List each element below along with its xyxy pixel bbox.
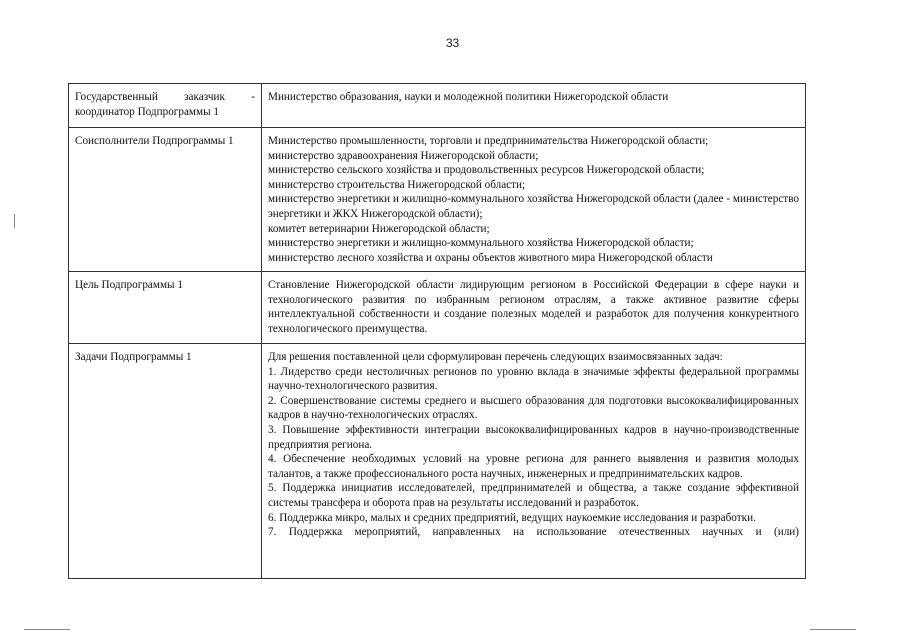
table-row: [69, 128, 806, 272]
scan-artifact-line: [14, 214, 15, 228]
row-label-customer: Государственный заказчик - координатор Подпрограммы 1: [69, 84, 262, 128]
value-line: Министерство образования, науки и молодежной политики Нижегородской области: [268, 91, 669, 103]
value-line: министерство энергетики и жилищно-коммунального хозяйства Нижегородской области (далее - министерство энергетики и ЖКХ Нижегородской области);: [268, 193, 799, 220]
value-line: министерство лесного хозяйства и охраны объектов животного мира Нижегородской области: [268, 251, 713, 264]
value-line: Становление Нижегородской области лидирующим регионом в Российской Федерации в сфере науки и технологического развития по избранным регионом отраслям, а также активное развитие сферы интеллектуальной собственности и создание полезных моделей и разработок для получения конкурентного технологического преимущества.: [268, 279, 799, 335]
value-line: 4. Обеспечение необходимых условий на уровне региона для раннего выявления и развития молодых талантов, а также профессионального роста научных, инженерных и предпринимательских кадров.: [268, 453, 799, 480]
row-value-tasks: [262, 344, 806, 579]
row-label-tasks: Задачи Подпрограммы 1: [69, 344, 262, 579]
value-line: 6. Поддержка микро, малых и средних предприятий, ведущих наукоемкие исследования и разработки.: [268, 511, 756, 524]
value-line: 7. Поддержка мероприятий, направленных на использование отечественных научных и (или): [268, 526, 799, 539]
value-line: министерство строительства Нижегородской области;: [268, 178, 526, 191]
value-line: министерство энергетики и жилищно-коммунального хозяйства Нижегородской области;: [268, 237, 694, 250]
value-line: министерство сельского хозяйства и продовольственных ресурсов Нижегородской области;: [268, 164, 705, 177]
value-line: комитет ветеринарии Нижегородской области;: [268, 222, 490, 235]
scan-artifact-line: [24, 629, 70, 630]
value-line: 1. Лидерство среди нестоличных регионов по уровню вклада в значимые эффекты федеральной программы научно-технологического развития.: [268, 365, 799, 393]
subprogram-passport-table: [68, 83, 806, 579]
table-row: [69, 84, 806, 128]
value-line: Министерство промышленности, торговли и предпринимательства Нижегородской области;: [268, 135, 709, 147]
row-label-goal: Цель Подпрограммы 1: [69, 272, 262, 344]
scan-artifact-line: [810, 629, 856, 630]
page-number: 33: [445, 36, 460, 50]
value-line: 5. Поддержка инициатив исследователей, предпринимателей и общества, а также создание эффективной системы трансфера и оборота прав на результаты исследований и разработок.: [268, 482, 799, 509]
value-line: 2. Совершенствование системы среднего и высшего образования для подготовки высококвалифицированных кадров в научно-технологических отраслях.: [268, 394, 799, 422]
table-row: [69, 272, 806, 344]
row-value-coexecutors: [262, 128, 806, 272]
row-value-goal: [262, 272, 806, 344]
row-label-coexecutors: Соисполнители Подпрограммы 1: [69, 128, 262, 272]
value-line: министерство здравоохранения Нижегородской области;: [268, 149, 539, 162]
row-value-customer: [262, 84, 806, 128]
value-line: 3. Повышение эффективности интеграции высококвалифицированных кадров в научно-производственные предприятия региона.: [268, 423, 799, 451]
table-row: [69, 344, 806, 579]
value-line: Для решения поставленной цели сформулирован перечень следующих взаимосвязанных задач:: [268, 351, 723, 363]
